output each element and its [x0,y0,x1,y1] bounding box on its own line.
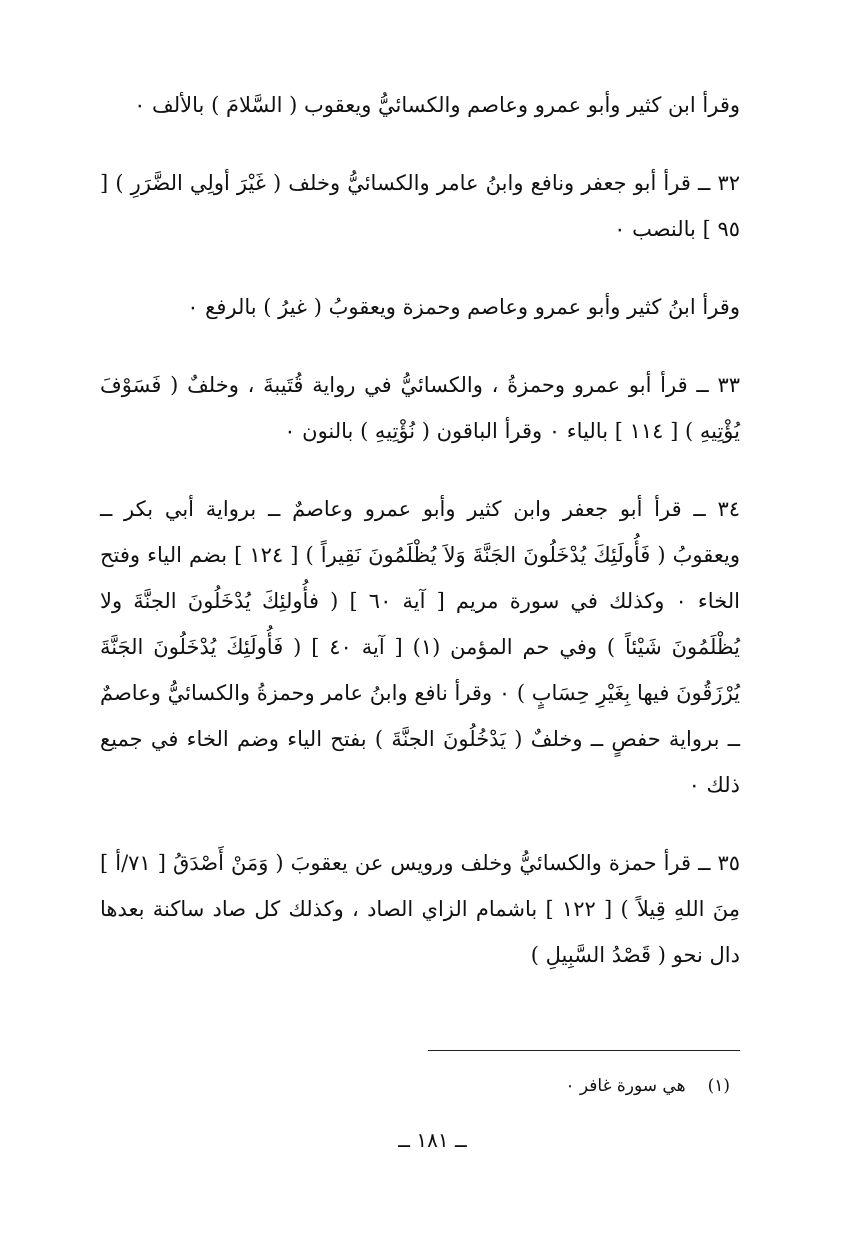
paragraph-2: ٣٢ ــ قرأ أبو جعفر ونافع وابنُ عامر والكسائيُّ وخلف ( غَيْرَ أولِي الضَّرَرِ ) [ ٩٥ ] بالنصب ٠ [100,171,740,241]
footnote-number: (١) [707,1076,730,1096]
paragraph-6: ٣٥ ــ قرأ حمزة والكسائيُّ وخلف ورويس عن يعقوبَ ( وَمَنْ أَصْدَقُ [ ٧١/أ ] مِنَ اللهِ قِيلاً ) [ ١٢٢ ] باشمام الزاي الصاد ، وكذلك كل صاد ساكنة بعدها دال نحو ( قَصْدُ السَّبِيلِ ) [100,851,740,967]
paragraph-5: ٣٤ ــ قرأ أبو جعفر وابن كثير وأبو عمرو وعاصمٌ ــ برواية أبي بكر ــ ويعقوبُ ( فَأُولَئِكَ يُدْخَلُونَ الجَنَّةَ وَلاَ يُظْلَمُونَ نَقِيراً ) [ ١٢٤ ] بضم الياء وفتح الخاء ٠ وكذلك في سورة مريم [ آية ٦٠ ] ( فأُولئِكَ يُدْخَلُونَ الجنَّةَ ولا يُظْلَمُونَ شَيْئاً ) وفي حم المؤمن (١) [ آية ٤٠ ] ( فَأُولَئِكَ يُدْخَلُونَ الجَنَّةَ يُرْزَقُونَ فيها بِغَيْرِ حِسَابٍ ) ٠ وقرأ نافع وابنُ عامر وحمزةُ والكسائيُّ وعاصمٌ ــ برواية حفصٍ ــ وخلفٌ ( يَدْخُلُونَ الجنَّةَ ) بفتح الياء وضم الخاء في جميع ذلك ٠ [100,497,741,797]
footnote-divider [428,1050,740,1051]
paragraph-3: وقرأ ابنُ كثير وأبو عمرو وعاصم وحمزة ويعقوبُ ( غيرُ ) بالرفع ٠ [187,295,740,319]
footnote-text: هي سورة غافر ٠ [565,1076,686,1096]
footnote [565,1072,730,1100]
paragraph-4: ٣٣ ــ قرأ أبو عمرو وحمزةُ ، والكسائيُّ في رواية قُتَيبةَ ، وخلفٌ ( فَسَوْفَ يُؤْتِيهِ ) [ ١١٤ ] بالياء ٠ وقرأ الباقون ( نُؤْتِيهِ ) بالنون ٠ [100,373,740,443]
paragraph-1: وقرأ ابن كثير وأبو عمرو وعاصم والكسائيُّ ويعقوب ( السَّلامَ ) بالألف ٠ [134,93,740,117]
page-number: ــ ١٨١ ــ [398,1128,467,1152]
main-text [100,82,740,1008]
